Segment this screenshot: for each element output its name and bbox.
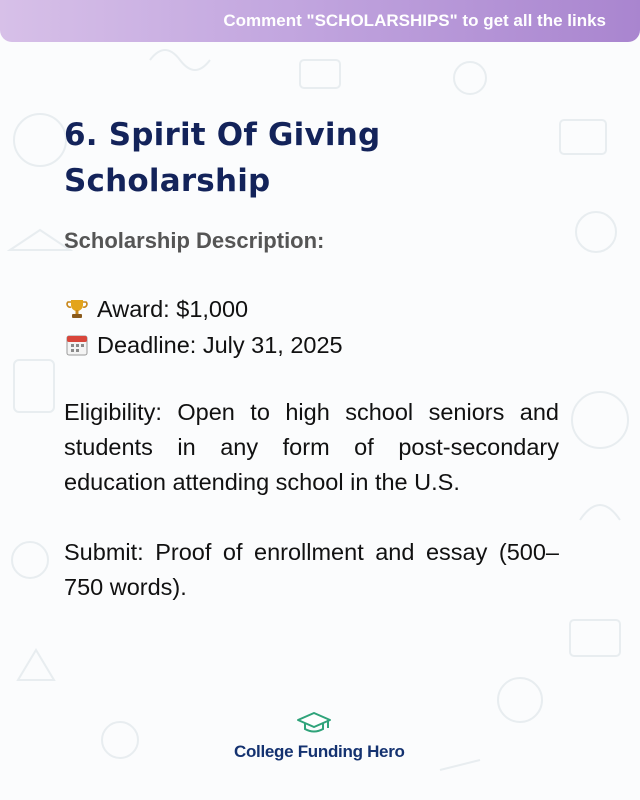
graduation-cap-icon (295, 710, 333, 736)
description-heading: Scholarship Description: (64, 228, 325, 253)
eligibility-text: Eligibility: Open to high school seniors and students in any form of post-secondary education attending school in the U.S. (64, 399, 559, 495)
top-banner (0, 0, 640, 42)
calendar-icon (64, 332, 90, 358)
scholarship-card (64, 112, 559, 605)
trophy-icon (64, 296, 90, 322)
banner-text: Comment "SCHOLARSHIPS" to get all the links (223, 11, 606, 30)
brand-logo (234, 710, 405, 762)
scholarship-title: 6. Spirit Of Giving Scholarship (64, 117, 381, 199)
logo-text: College Funding Hero (234, 742, 405, 761)
award-line (64, 291, 559, 327)
deadline-line (64, 327, 559, 363)
submit-text: Submit: Proof of enrollment and essay (500–750 words). (64, 539, 559, 600)
deadline-text: Deadline: July 31, 2025 (97, 331, 343, 358)
award-text: Award: $1,000 (97, 295, 249, 322)
